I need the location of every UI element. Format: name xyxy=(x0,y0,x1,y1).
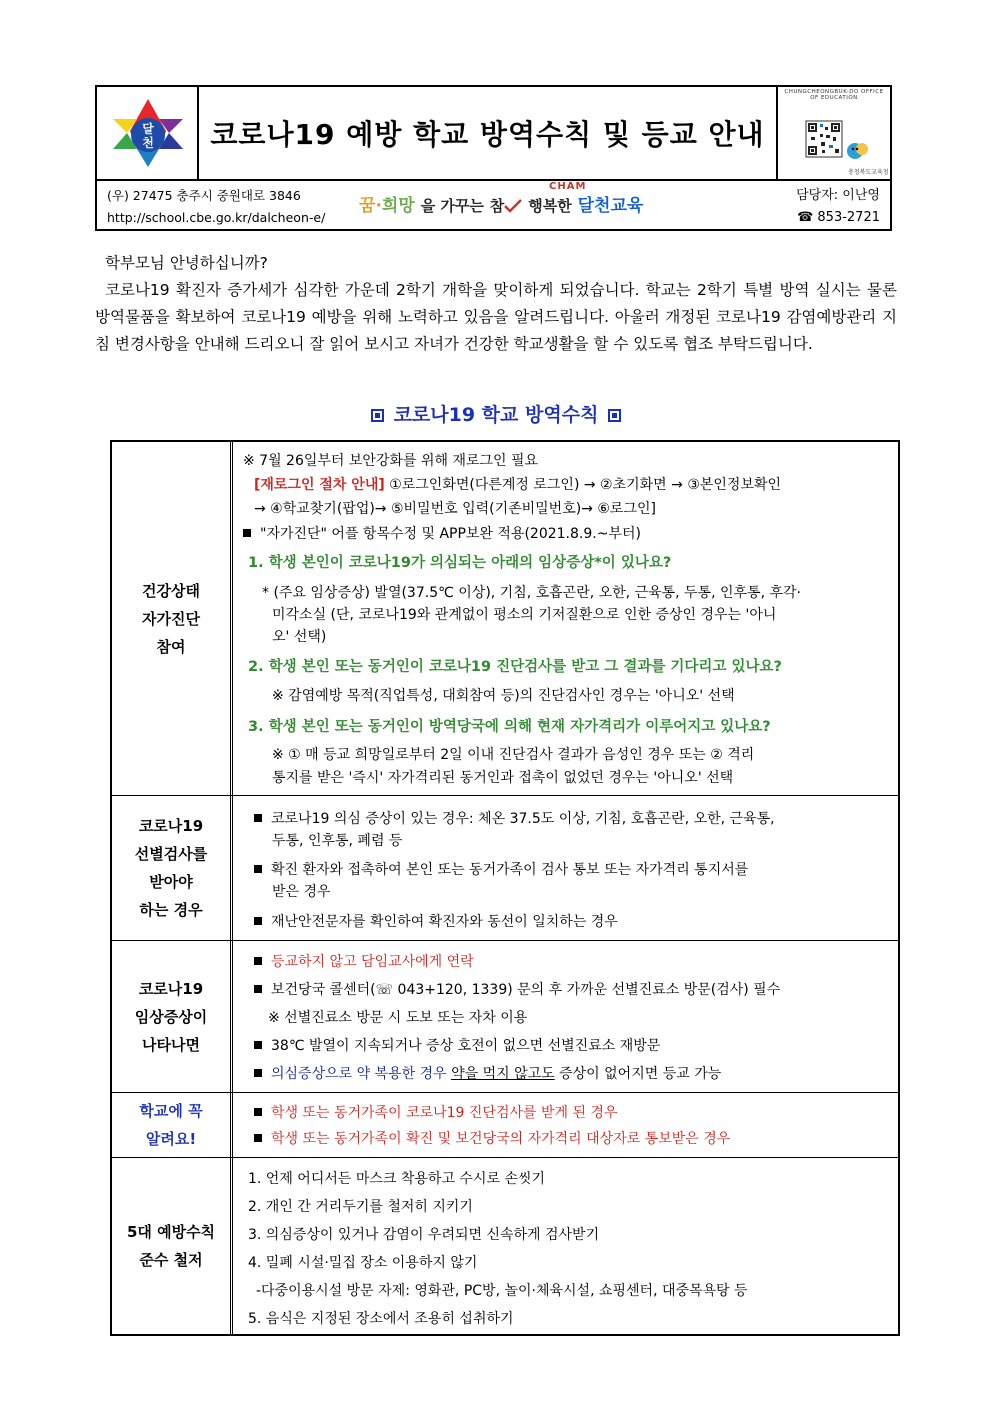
question-1-note: 미각소실 (단, 코로나19와 관계없이 평소의 기저질환으로 인한 증상인 경우는 '아니 xyxy=(272,607,777,623)
rule-item: 4. 밀폐 시설·밀집 장소 이용하지 않기 xyxy=(248,1255,478,1271)
slogan-cham: CHAM xyxy=(549,181,587,192)
rule-item: 3. 의심증상이 있거나 감염이 우려되면 신속하게 검사받기 xyxy=(248,1227,600,1243)
rule-item: 2. 개인 간 거리두기를 철저히 지키기 xyxy=(248,1199,473,1215)
list-item xyxy=(254,859,748,879)
row-header-line: 알려요! xyxy=(145,1130,197,1148)
row-header xyxy=(112,941,233,1092)
contact-block xyxy=(796,185,880,229)
bullet-icon xyxy=(254,957,262,965)
bullet-icon xyxy=(254,865,262,873)
contact-person: 담당자: 이난영 xyxy=(796,188,880,203)
bullet-icon xyxy=(254,1134,262,1142)
question-2-note: ※ 감염예방 목적(직업특성, 대회참여 등)의 진단검사인 경우는 '아니오' 선택 xyxy=(272,688,735,704)
qr-cell xyxy=(778,87,890,179)
bullet-icon xyxy=(254,985,262,993)
row-body xyxy=(234,796,898,940)
question-3-note: 통지를 받은 '즉시' 자가격리된 동거인과 접촉이 없었던 경우는 '아니오' 선택 xyxy=(272,770,734,786)
row-header-line: 학교에 꼭 xyxy=(139,1102,203,1120)
check-icon xyxy=(504,199,522,213)
row-body xyxy=(234,1158,898,1334)
intro-paragraph: 코로나19 확진자 증가세가 심각한 가운데 2학기 개학을 맞이하게 되었습니다. 학교는 2학기 특별 방역 실시는 물론 방역물품을 확보하여 코로나19 예방을 위해 노력하고 있음을 알려드립니다. 아울러 개정된 코로나19 감염예방관리 지침 변경사항을 안내해 드리오니 잘 읽어 보시고 자녀가 건강한 학교생활을 할 수 있도록 협조 부탁드립니다. xyxy=(95,281,897,353)
list-item-text: 코로나19 의심 증상이 있는 경우: 체온 37.5도 이상, 기침, 호흡곤란, 오한, 근육통, xyxy=(271,811,775,827)
list-item xyxy=(254,951,474,971)
question-1-note: * (주요 임상증상) 발열(37.5℃ 이상), 기침, 호흡곤란, 오한, 근육통, 두통, 인후통, 후각· xyxy=(262,585,801,601)
slogan-word-cultivate: 을 가꾸는 xyxy=(420,197,484,215)
relogin-steps-label: [재로그인 절차 안내] xyxy=(254,477,385,493)
list-item xyxy=(254,1063,721,1083)
list-item-text: 등교하지 않고 담임교사에게 연락 xyxy=(271,954,474,970)
row-header xyxy=(112,1093,233,1157)
list-item-text: 학생 또는 동거가족이 코로나19 진단검사를 받게 된 경우 xyxy=(271,1105,618,1121)
table-row-notify-school xyxy=(112,1093,898,1158)
row-header-line: 임상증상이 xyxy=(134,1007,208,1026)
list-item xyxy=(254,1102,618,1122)
school-logo-cell xyxy=(97,87,199,179)
row-header-line: 준수 철저 xyxy=(139,1251,203,1269)
slogan-dot: · xyxy=(375,196,382,216)
square-bullet-icon xyxy=(371,409,384,422)
question-2: 2. 학생 본인 또는 동거인이 코로나19 진단검사를 받고 그 결과를 기다리고 있나요? xyxy=(248,659,782,675)
list-item-text: 재난안전문자를 확인하여 확진자와 동선이 일치하는 경우 xyxy=(271,914,618,930)
row-header-line: 나타나면 xyxy=(142,1035,200,1054)
page-title: 코로나19 예방 학교 방역수칙 및 등교 안내 xyxy=(210,118,765,151)
rule-item-note: -다중이용시설 방문 자제: 영화관, PC방, 놀이·체육시설, 쇼핑센터, 대중목욕탕 등 xyxy=(256,1283,748,1299)
row-header-line: 코로나19 xyxy=(138,979,204,998)
square-bullet-icon xyxy=(608,409,621,422)
rules-table xyxy=(110,440,900,1336)
list-item xyxy=(254,979,780,999)
relogin-steps xyxy=(254,474,781,494)
list-item xyxy=(254,1035,660,1055)
intro-text xyxy=(95,250,897,358)
section-title xyxy=(0,400,992,427)
row-header-line: 건강상태 xyxy=(142,581,200,600)
table-row-screening xyxy=(112,796,898,941)
rule-item: 1. 언제 어디서든 마스크 착용하고 수시로 손씻기 xyxy=(248,1171,546,1187)
bullet-icon xyxy=(254,1069,262,1077)
slogan-school-edu: 달천교육 xyxy=(577,196,644,216)
table-row-symptoms xyxy=(112,941,898,1093)
app-update-note xyxy=(243,523,641,543)
school-url[interactable]: http://school.cbe.go.kr/dalcheon-e/ xyxy=(107,210,326,225)
list-item-text: 증상이 없어지면 등교 가능 xyxy=(559,1066,722,1082)
slogan-word-true: 참 xyxy=(489,197,505,215)
list-item-text-underline: 약을 먹지 않고도 xyxy=(451,1066,555,1082)
list-item-text-highlight: 의심증상으로 약 복용한 경우 xyxy=(271,1066,447,1082)
qr-caption: 충청북도교육청 xyxy=(848,169,889,176)
greeting: 학부모님 안녕하십니까? xyxy=(105,254,268,272)
row-header xyxy=(112,796,233,940)
row-header-line: 5대 예방수칙 xyxy=(126,1223,216,1241)
row-header xyxy=(112,442,233,795)
slogan-word-dream: 꿈 xyxy=(359,196,376,216)
contact-phone: ☎ 853-2721 xyxy=(797,210,880,225)
qr-org-label: CHUNGCHEONGBUK-DO OFFICE OF EDUCATION xyxy=(784,89,884,101)
list-item xyxy=(254,911,618,931)
row-body xyxy=(234,1093,898,1157)
row-header-line: 코로나19 xyxy=(138,817,204,835)
list-item xyxy=(254,808,775,828)
question-1-note: 오' 선택) xyxy=(272,629,327,645)
question-3: 3. 학생 본인 또는 동거인이 방역당국에 의해 현재 자가격리가 이루어지고 있나요? xyxy=(248,719,771,735)
row-header-line: 받아야 xyxy=(149,873,193,891)
row-header-line: 하는 경우 xyxy=(139,901,203,919)
relogin-steps-cont: → ④학교찾기(팝업)→ ⑤비밀번호 입력(기존비밀번호)→ ⑥로그인] xyxy=(254,501,656,517)
list-item-cont: 받은 경우 xyxy=(272,884,331,900)
slogan-word-hope: 희망 xyxy=(381,196,415,216)
table-row-prevention-rules xyxy=(112,1158,898,1334)
list-item-text: 보건당국 콜센터(☏ 043+120, 1339) 문의 후 가까운 선별진료소 방문(검사) 필수 xyxy=(271,982,781,998)
row-header-line: 선별검사를 xyxy=(134,845,208,863)
section-title-text: 코로나19 학교 방역수칙 xyxy=(393,404,599,426)
school-address: (우) 27475 충주시 중원대로 3846 xyxy=(107,188,301,203)
row-header-line: 참여 xyxy=(156,637,186,656)
title-cell xyxy=(199,87,778,179)
qr-code-icon xyxy=(800,107,870,165)
row-header xyxy=(112,1158,233,1334)
row-body xyxy=(234,941,898,1092)
letterhead-info xyxy=(97,179,890,231)
row-header-line: 자가진단 xyxy=(142,609,200,628)
app-update-text: "자가진단" 어플 항목수정 및 APP보완 적용(2021.8.9.~부터) xyxy=(260,526,641,542)
list-item-text: 확진 환자와 접촉하여 본인 또는 동거가족이 검사 통보 또는 자가격리 통지서를 xyxy=(271,862,749,878)
slogan-word-happy: 행복한 xyxy=(528,197,572,215)
relogin-steps-text: ①로그인화면(다른계정 로그인) → ②초기화면 → ③본인정보확인 xyxy=(389,477,782,493)
bullet-icon xyxy=(254,1108,262,1116)
list-item-note: ※ 선별진료소 방문 시 도보 또는 자차 이용 xyxy=(268,1010,528,1026)
table-row-health-check xyxy=(112,442,898,796)
school-logo xyxy=(111,97,185,169)
question-1: 1. 학생 본인이 코로나19가 의심되는 아래의 임상증상*이 있나요? xyxy=(248,555,672,571)
question-3-note: ※ ① 매 등교 희망일로부터 2일 이내 진단검사 결과가 음성인 경우 또는 ② 격리 xyxy=(272,747,755,763)
logo-text-1: 달 xyxy=(142,122,154,136)
bullet-icon xyxy=(254,1041,262,1049)
letterhead xyxy=(95,85,892,231)
bullet-icon xyxy=(254,814,262,822)
list-item-cont: 두통, 인후통, 폐렴 등 xyxy=(272,833,403,849)
row-body xyxy=(234,442,898,795)
list-item-text: 38℃ 발열이 지속되거나 증상 호전이 없으면 선별진료소 재방문 xyxy=(271,1038,661,1054)
rule-item: 5. 음식은 지정된 장소에서 조용히 섭취하기 xyxy=(248,1311,514,1327)
logo-text-2: 천 xyxy=(142,136,154,150)
slogan xyxy=(359,181,689,225)
bullet-icon xyxy=(254,917,262,925)
list-item-text: 학생 또는 동거가족이 확진 및 보건당국의 자가격리 대상자로 통보받은 경우 xyxy=(271,1131,731,1147)
relogin-notice: ※ 7월 26일부터 보안강화를 위해 재로그인 필요 xyxy=(243,453,539,469)
list-item xyxy=(254,1128,730,1148)
school-address-block xyxy=(107,185,325,229)
bullet-icon xyxy=(243,529,251,537)
